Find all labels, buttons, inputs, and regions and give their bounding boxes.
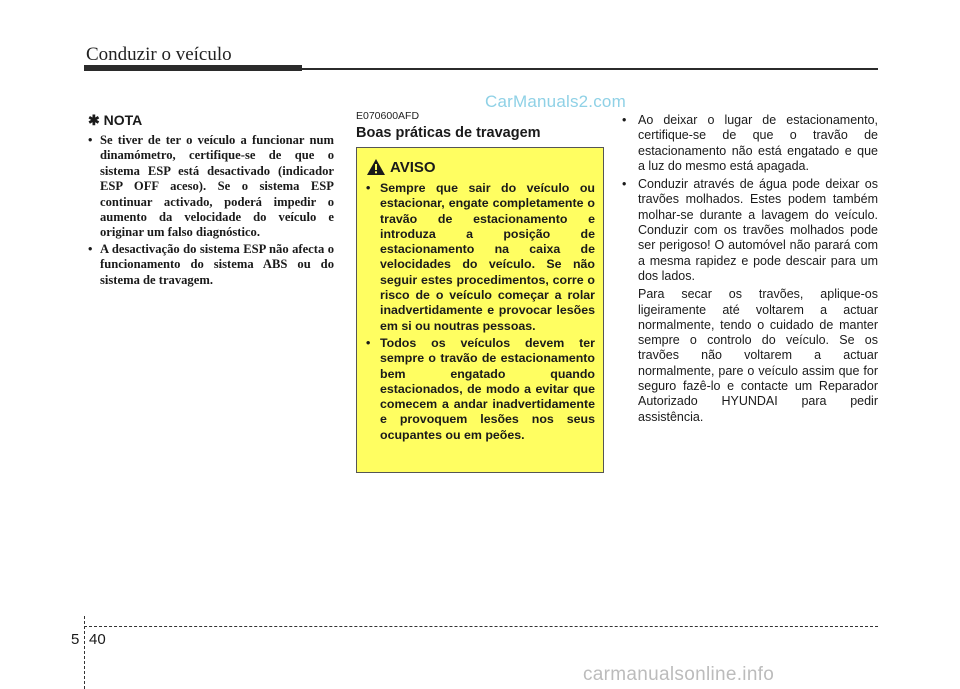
note-list — [88, 133, 334, 288]
bullet-icon: • — [622, 177, 627, 192]
warning-box — [356, 147, 604, 473]
warning-triangle-icon — [366, 158, 386, 176]
page-number: 40 — [89, 631, 106, 648]
note-heading — [88, 112, 334, 129]
list-item: • Ao deixar o lugar de estacionamento, certifique-se de que o travão de estacionamento não está engatado e que a luz do mesmo está apagada. — [622, 113, 878, 173]
body-paragraph: Para secar os travões, aplique-os ligeiramente até voltarem a actuar normalmente, tendo o cuidado de manter sempre o controlo do veículo. Se os travões não voltarem a actuar normalmente, pare o veículo assim que for seguro fazê-lo e contacte um Reparador Autorizado HYUNDAI para pedir assistência. — [638, 287, 878, 424]
header-rule-thick — [84, 65, 302, 71]
note-column — [88, 112, 334, 289]
bullet-icon: • — [622, 113, 627, 127]
watermark-top: CarManuals2.com — [485, 92, 626, 111]
watermark-bottom: carmanualsonline.info — [583, 664, 775, 685]
section-code: E070600AFD — [356, 110, 420, 122]
section-title: Boas práticas de travagem — [356, 125, 541, 141]
list-item: • Sempre que sair do veículo ou estacionar, engate completamente o travão de estacionamento e introduza a posição de estacionamento na caixa de velocidades do veículo. Se não seguir estes procedimentos, corre o risco de o veículo começar a rolar inadvertidamente e provocar lesões em si ou noutras pessoas. — [366, 181, 595, 333]
chapter-number: 5 — [71, 631, 80, 648]
bullet-icon: • — [366, 181, 371, 195]
warning-column — [356, 110, 606, 473]
body-column — [622, 113, 878, 425]
list-item: • A desactivação do sistema ESP não afecta o funcionamento do sistema ABS ou do sistema de travagem. — [88, 241, 334, 287]
page-header-title: Conduzir o veículo — [86, 44, 232, 65]
list-item: • Todos os veículos devem ter sempre o travão de estacionamento bem engatado quando estacionados, de modo a evitar que comecem a andar inadvertidamente e provoquem lesões nos seus ocupantes ou em peões. — [366, 335, 595, 442]
body-list — [622, 113, 878, 284]
warning-header — [366, 158, 595, 176]
bullet-icon: • — [88, 241, 93, 256]
warning-title: AVISO — [390, 158, 436, 176]
note-heading-label: NOTA — [103, 112, 143, 128]
asterisk-icon: ✱ — [88, 112, 100, 128]
list-item: • Se tiver de ter o veículo a funcionar num dinamómetro, certifique-se de que o sistema ESP está desactivado (indicador ESP OFF aceso). Se o sistema ESP continuar activado, poderá impedir o aumento da velocidade do veículo e originar um falso diagnóstico. — [88, 133, 334, 240]
warning-list — [366, 181, 595, 443]
bullet-icon: • — [366, 335, 371, 350]
footer-rule — [84, 626, 878, 627]
list-item: • Conduzir através de água pode deixar os travões molhados. Estes podem também molhar-se durante a lavagem do veículo. Conduzir com os travões molhados pode ser perigoso! O automóvel não parará com a mesma rapidez e pode descair para um dos lados. — [622, 177, 878, 283]
footer-vertical-rule — [84, 616, 85, 689]
header-rule-thin — [302, 68, 878, 70]
bullet-icon: • — [88, 133, 93, 147]
